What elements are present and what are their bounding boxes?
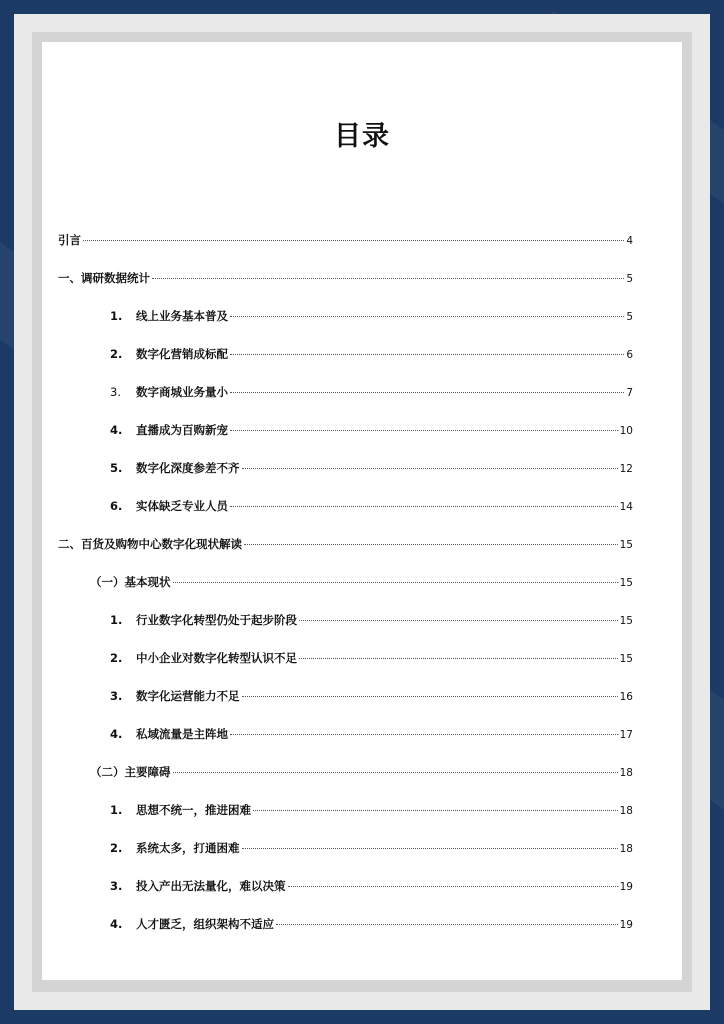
toc-entry[interactable] [58,536,633,552]
toc-leader [230,430,618,431]
toc-entry[interactable] [110,422,633,438]
toc-page-number: 4 [626,235,633,247]
toc-entry-number: 2. [110,651,123,665]
toc-entry[interactable] [110,916,633,932]
toc-entry-label: 行业数字化转型仍处于起步阶段 [136,613,297,627]
toc-entry[interactable] [90,574,633,590]
toc-leader [299,620,618,621]
toc-leader [83,240,624,241]
toc-entry[interactable] [110,498,633,514]
toc-page-number: 12 [619,463,633,475]
toc-entry-number: 1. [110,613,123,627]
toc-entry-label: 二、百货及购物中心数字化现状解读 [58,537,242,551]
toc-entry[interactable] [110,612,633,628]
toc-entry-number: 2. [110,347,123,361]
toc-entry-label: 数字化运营能力不足 [136,689,240,703]
toc-page-number: 16 [619,691,633,703]
toc-leader [299,658,618,659]
toc-entry-label: 思想不统一，推进困难 [136,803,251,817]
toc-page-number: 17 [619,729,633,741]
toc-page-number: 5 [626,273,633,285]
toc-leader [253,810,618,811]
toc-page-number: 5 [626,311,633,323]
toc-entry-number: 4. [110,423,123,437]
toc-leader [276,924,618,925]
toc-page-number: 7 [626,387,633,399]
toc-entry-label: 数字化深度参差不齐 [136,461,240,475]
toc-page-number: 18 [619,805,633,817]
toc-leader [230,506,618,507]
toc-entry-number: 1. [110,803,123,817]
toc-entry-number: 2. [110,841,123,855]
toc-leader [242,848,618,849]
toc-page-number: 19 [619,881,633,893]
toc-leader [230,734,618,735]
toc-entry-label: 人才匮乏，组织架构不适应 [136,917,274,931]
toc-entry[interactable] [110,840,633,856]
toc-entry[interactable] [110,688,633,704]
toc-entry-label: 中小企业对数字化转型认识不足 [136,651,297,665]
toc-leader [244,544,618,545]
toc-page-number: 14 [619,501,633,513]
toc-leader [230,316,624,317]
toc-entry-label: 投入产出无法量化，难以决策 [136,879,286,893]
toc-page-number: 18 [619,843,633,855]
toc-entry-label: 直播成为百购新宠 [136,423,228,437]
toc-leader [173,772,618,773]
toc-entry[interactable] [58,232,633,248]
toc-page-number: 15 [619,577,633,589]
toc-entry-label: 私域流量是主阵地 [136,727,228,741]
toc-page-number: 10 [619,425,633,437]
toc-leader [230,392,624,393]
toc-entry-label: 实体缺乏专业人员 [136,499,228,513]
toc-page-number: 15 [619,539,633,551]
toc-page-number: 15 [619,653,633,665]
toc-entry-number: 3. [110,879,123,893]
toc-entry-label: 一、调研数据统计 [58,271,150,285]
toc-entry[interactable] [110,726,633,742]
toc-entry-number: 6. [110,499,123,513]
toc-entry[interactable] [110,308,633,324]
toc-entry[interactable] [110,460,633,476]
toc-entry-number: 3. [110,385,121,399]
toc-leader [242,696,618,697]
toc-leader [230,354,624,355]
toc-page-number: 18 [619,767,633,779]
toc-entry[interactable] [110,878,633,894]
toc-entry-label: 系统太多，打通困难 [136,841,240,855]
toc-leader [152,278,624,279]
toc-page-number: 15 [619,615,633,627]
toc-page-number: 6 [626,349,633,361]
toc-entry-number: 1. [110,309,123,323]
toc-entry-label: 线上业务基本普及 [136,309,228,323]
toc-page-number: 19 [619,919,633,931]
toc-entry-number: 3. [110,689,123,703]
toc-entry[interactable] [90,764,633,780]
page-title: 目录 [334,121,390,152]
toc-entry[interactable] [110,384,633,400]
toc-entry-label: 引言 [58,233,81,247]
toc-entry-label: 数字化营销成标配 [136,347,228,361]
toc-entry[interactable] [110,346,633,362]
toc-entry[interactable] [110,650,633,666]
toc-entry-number: 4. [110,917,123,931]
toc-leader [288,886,618,887]
toc-entry[interactable] [110,802,633,818]
document-page [42,42,682,980]
toc-leader [242,468,618,469]
toc-entry-label: （二）主要障碍 [90,765,171,779]
toc-leader [173,582,618,583]
document-frame [14,14,710,1010]
toc-entry-number: 4. [110,727,123,741]
toc-entry[interactable] [58,270,633,286]
toc-entry-number: 5. [110,461,123,475]
toc-entry-label: （一）基本现状 [90,575,171,589]
toc-entry-label: 数字商城业务量小 [136,385,228,399]
